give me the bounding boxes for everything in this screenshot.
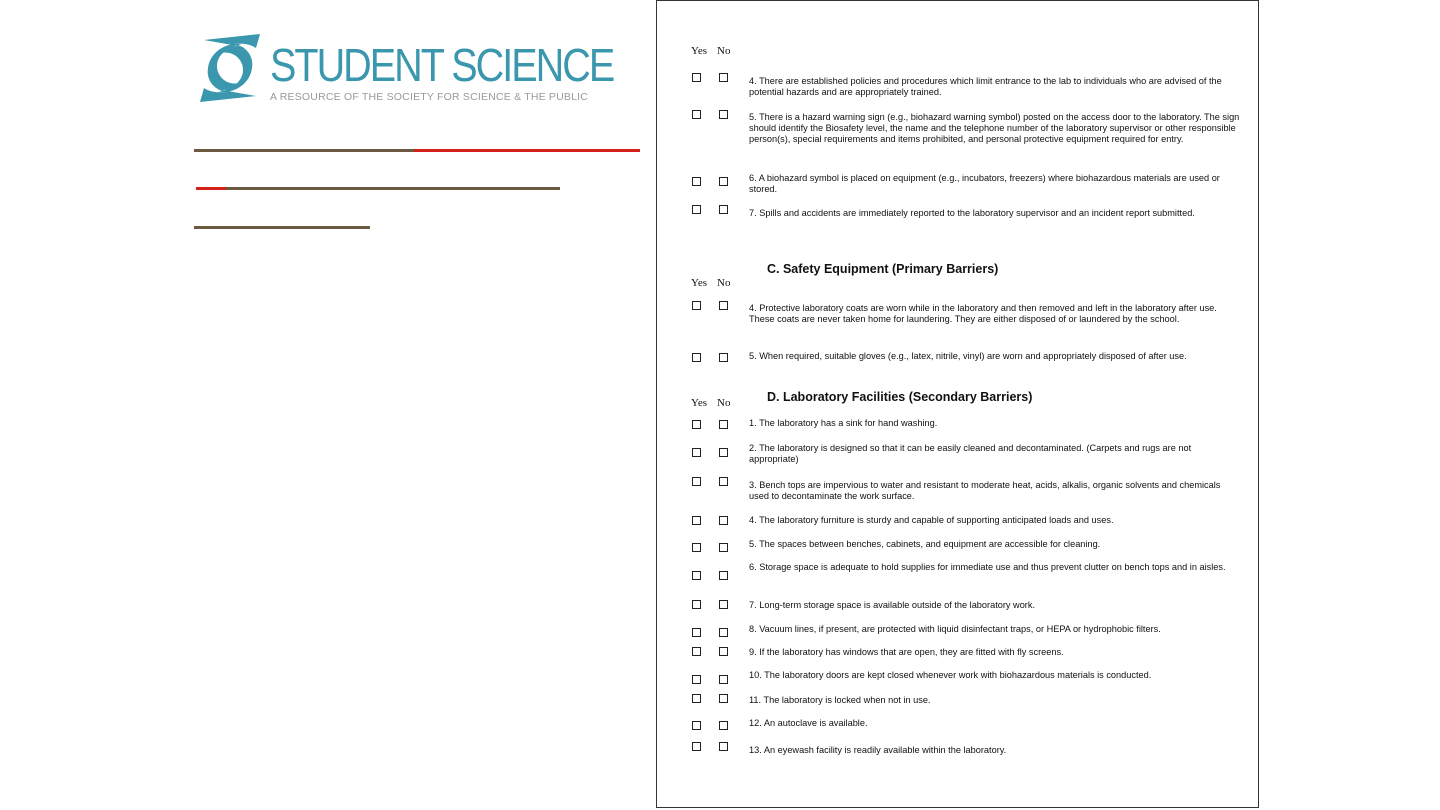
student-science-logo-mark-icon <box>194 34 266 102</box>
item-text: 7. Long-term storage space is available outside of the laboratory work. <box>749 600 1036 610</box>
yes-no-header <box>691 397 730 409</box>
yes-checkbox[interactable] <box>692 571 701 580</box>
yes-checkbox[interactable] <box>692 543 701 552</box>
no-checkbox[interactable] <box>719 110 728 119</box>
no-checkbox[interactable] <box>719 647 728 656</box>
item-text: 6. A biohazard symbol is placed on equipment (e.g., incubators, freezers) where biohazardous materials are used or stored. <box>749 173 1220 194</box>
no-checkbox[interactable] <box>719 721 728 730</box>
no-checkbox[interactable] <box>719 301 728 310</box>
no-checkbox[interactable] <box>719 448 728 457</box>
yes-checkbox[interactable] <box>692 353 701 362</box>
no-checkbox[interactable] <box>719 543 728 552</box>
yes-checkbox[interactable] <box>692 600 701 609</box>
no-checkbox[interactable] <box>719 694 728 703</box>
yes-checkbox[interactable] <box>692 477 701 486</box>
item-text: 7. Spills and accidents are immediately reported to the laboratory supervisor and an incident report submitted. <box>749 208 1195 218</box>
no-checkbox[interactable] <box>719 420 728 429</box>
no-checkbox[interactable] <box>719 477 728 486</box>
yes-checkbox[interactable] <box>692 721 701 730</box>
yes-checkbox[interactable] <box>692 516 701 525</box>
yes-checkbox[interactable] <box>692 420 701 429</box>
yes-checkbox[interactable] <box>692 110 701 119</box>
item-text: 4. There are established policies and procedures which limit entrance to the lab to individuals who are advised of the potential hazards and are appropriately trained. <box>749 76 1222 97</box>
title-line-2a <box>196 187 226 190</box>
no-checkbox[interactable] <box>719 600 728 609</box>
section-d-heading: D. Laboratory Facilities (Secondary Barriers) <box>767 390 1033 404</box>
yes-checkbox[interactable] <box>692 177 701 186</box>
logo-subtitle: A RESOURCE OF THE SOCIETY FOR SCIENCE & THE PUBLIC <box>270 91 589 103</box>
no-label: No <box>717 397 731 409</box>
no-checkbox[interactable] <box>719 73 728 82</box>
yes-label: Yes <box>691 45 708 57</box>
item-text: 10. The laboratory doors are kept closed whenever work with biohazardous materials is conducted. <box>749 670 1152 680</box>
item-text: 5. The spaces between benches, cabinets, and equipment are accessible for cleaning. <box>749 539 1101 549</box>
checklist-page <box>656 0 1259 808</box>
yes-checkbox[interactable] <box>692 628 701 637</box>
no-checkbox[interactable] <box>719 177 728 186</box>
no-checkbox[interactable] <box>719 675 728 684</box>
item-text: 13. An eyewash facility is readily available within the laboratory. <box>749 745 1007 755</box>
title-line-1a <box>194 149 414 152</box>
item-text: 12. An autoclave is available. <box>749 718 868 728</box>
item-text: 3. Bench tops are impervious to water and resistant to moderate heat, acids, alkalis, organic solvents and chemicals used to decontaminate the work surface. <box>749 480 1221 501</box>
yes-label: Yes <box>691 277 708 289</box>
item-text: 2. The laboratory is designed so that it can be easily cleaned and decontaminated. (Carpets and rugs are not appropriate) <box>749 443 1192 464</box>
yes-no-header <box>691 277 730 289</box>
title-line-1b <box>414 149 640 152</box>
logo-title: STUDENT SCIENCE <box>270 39 614 91</box>
no-checkbox[interactable] <box>719 628 728 637</box>
yes-checkbox[interactable] <box>692 73 701 82</box>
item-text: 5. When required, suitable gloves (e.g., latex, nitrile, vinyl) are worn and appropriately disposed of after use. <box>749 351 1187 361</box>
yes-checkbox[interactable] <box>692 694 701 703</box>
item-text: 11. The laboratory is locked when not in use. <box>749 695 931 705</box>
item-text: 9. If the laboratory has windows that are open, they are fitted with fly screens. <box>749 647 1064 657</box>
no-label: No <box>717 277 731 289</box>
student-science-logo <box>194 34 624 106</box>
yes-checkbox[interactable] <box>692 448 701 457</box>
title-line-3 <box>194 226 370 229</box>
section-c-heading: C. Safety Equipment (Primary Barriers) <box>767 262 999 276</box>
yes-checkbox[interactable] <box>692 742 701 751</box>
no-checkbox[interactable] <box>719 742 728 751</box>
title-line-2b <box>226 187 560 190</box>
no-checkbox[interactable] <box>719 571 728 580</box>
no-checkbox[interactable] <box>719 516 728 525</box>
yes-checkbox[interactable] <box>692 205 701 214</box>
item-text: 1. The laboratory has a sink for hand washing. <box>749 418 938 428</box>
no-checkbox[interactable] <box>719 353 728 362</box>
item-text: 6. Storage space is adequate to hold supplies for immediate use and thus prevent clutter on bench tops and in aisles. <box>749 562 1226 572</box>
yes-checkbox[interactable] <box>692 647 701 656</box>
item-text: 4. The laboratory furniture is sturdy and capable of supporting anticipated loads and uses. <box>749 515 1114 525</box>
yes-no-header <box>691 45 730 57</box>
item-text: 5. There is a hazard warning sign (e.g., biohazard warning symbol) posted on the access door to the laboratory. The sign should identify the Biosafety level, the name and the telephone number of the laboratory supervisor or other responsible person(s), special requirements and items prohibited, and personal protective equipment required for entry. <box>749 112 1240 144</box>
no-checkbox[interactable] <box>719 205 728 214</box>
no-label: No <box>717 45 731 57</box>
item-text: 4. Protective laboratory coats are worn while in the laboratory and then removed and left in the laboratory after use. These coats are never taken home for laundering. They are either disposed of or laundered by the school. <box>749 303 1217 324</box>
item-text: 8. Vacuum lines, if present, are protected with liquid disinfectant traps, or HEPA or hydrophobic filters. <box>749 624 1161 634</box>
yes-label: Yes <box>691 397 708 409</box>
yes-checkbox[interactable] <box>692 675 701 684</box>
yes-checkbox[interactable] <box>692 301 701 310</box>
